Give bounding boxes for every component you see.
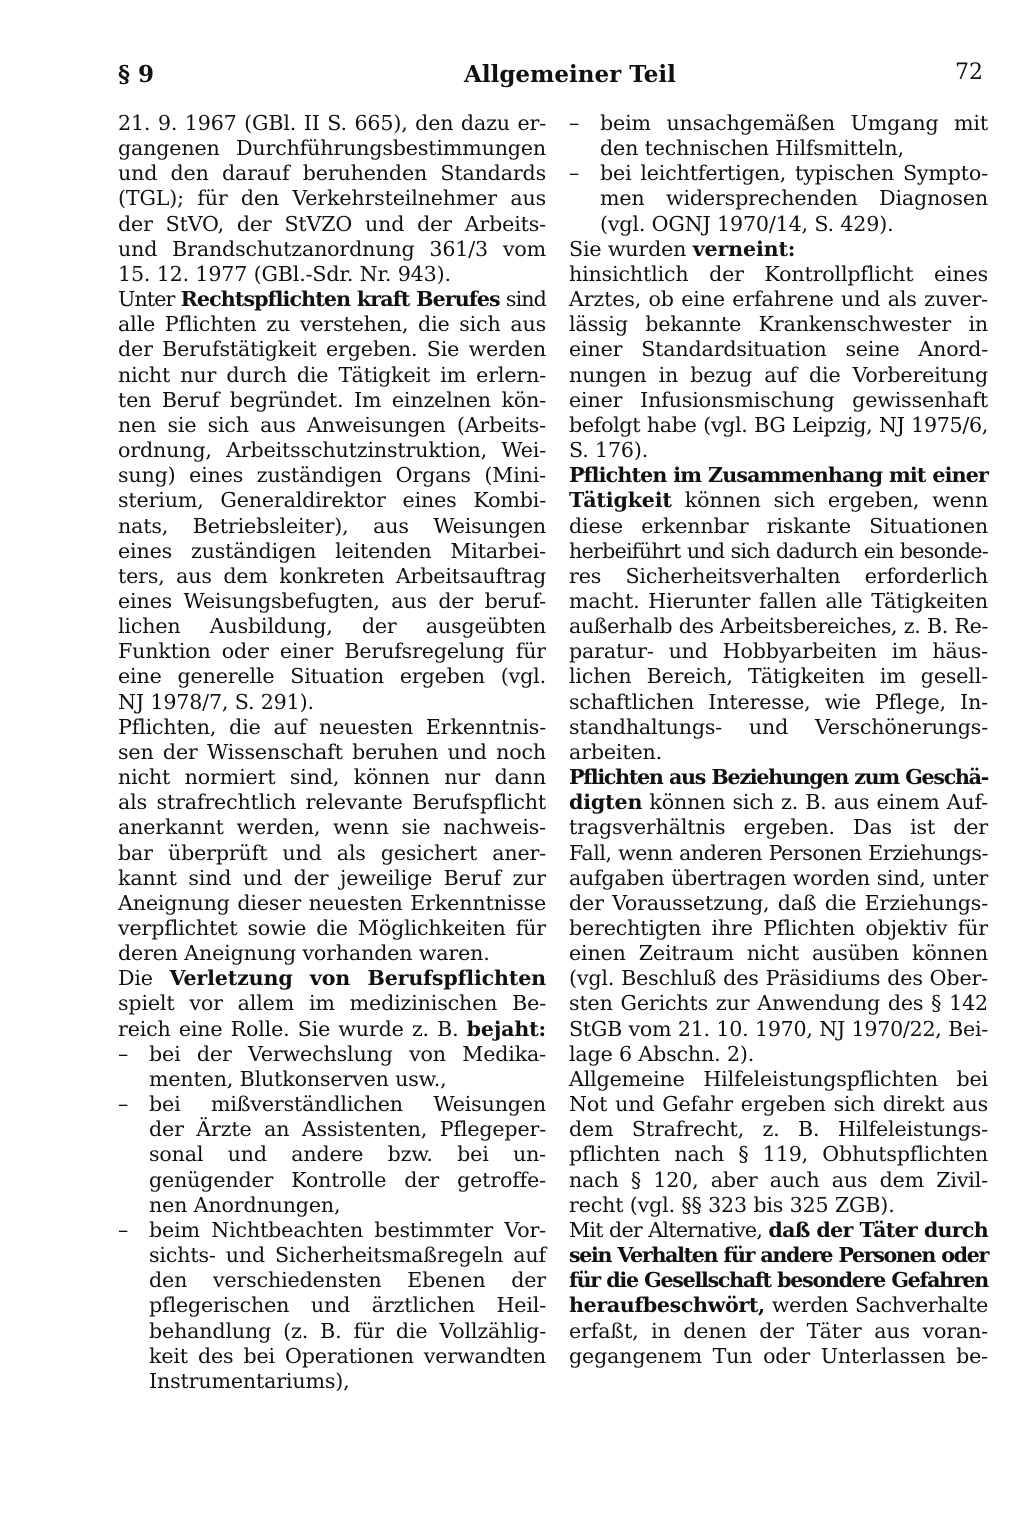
list-item [118, 1092, 546, 1218]
text-line: heraufbeschwört, werden Sachverhalte [569, 1293, 988, 1318]
paragraph-alternative [569, 1218, 988, 1369]
text-line: pflegerischen und ärztlichen Heil- [149, 1293, 546, 1318]
bold-term: Rechtspflichten kraft Berufes [180, 287, 500, 312]
text-line: Die Verletzung von Berufspflichten [118, 966, 546, 991]
paragraph-verneint [569, 237, 988, 463]
bold-term: verneint: [692, 236, 796, 261]
text-line: spielt vor allem im medizinischen Be- [118, 991, 546, 1016]
text-line: Funktion oder einer Berufsregelung für [118, 639, 546, 664]
paragraph-standards [118, 111, 546, 287]
text-line: behandlung (z. B. für die Vollzählig- [149, 1318, 546, 1343]
text-line: (vgl. OGNJ 1970/14, S. 429). [600, 211, 894, 236]
text-line: sen der Wissenschaft beruhen und noch [118, 739, 546, 764]
text-line: standhaltungs- und Verschönerungs- [569, 714, 988, 739]
text-line: arbeiten. [569, 739, 663, 764]
text-line: bei leichtfertigen, typischen Sympto- [600, 161, 988, 186]
text-line: sten Gerichts zur Anwendung des § 142 [569, 991, 988, 1016]
text-line: nach § 120, aber auch aus dem Zivil- [569, 1167, 988, 1192]
bold-term: sein Verhalten für andere Personen oder [569, 1243, 988, 1268]
dash-bullet: – [569, 161, 580, 186]
list-item [569, 111, 988, 161]
text-line: nats, Betriebsleiter), aus Weisungen [118, 513, 546, 538]
text-line: Allgemeine Hilfeleistungspflichten bei [569, 1066, 988, 1091]
text-line: NJ 1978/7, S. 291). [118, 689, 314, 714]
text-line: verpflichtet sowie die Möglichkeiten für [118, 916, 546, 940]
text-line: außerhalb des Arbeitsbereiches, z. B. Re- [569, 614, 988, 639]
text-line: einer Infusionsmischung gewissenhaft [569, 387, 988, 412]
text-line: lage 6 Abschn. 2). [569, 1041, 755, 1066]
page-number: 72 [955, 60, 983, 85]
text-line: nicht normiert sind, können nur dann [118, 765, 546, 790]
text-line: Tätigkeit können sich ergeben, wenn [569, 488, 988, 513]
text-line: der Ärzte an Assistenten, Pflegeper- [149, 1117, 546, 1142]
text-line: genügender Kontrolle der getroffe- [149, 1167, 546, 1192]
text-line: keit des bei Operationen verwandten [149, 1343, 546, 1368]
text-line: dem Strafrecht, z. B. Hilfeleistungs- [569, 1117, 988, 1142]
paragraph-hilfeleistung [569, 1067, 988, 1218]
text-line: den technischen Hilfsmitteln, [600, 136, 904, 161]
text-line: erfaßt, in denen der Täter aus voran- [569, 1318, 988, 1343]
text-line: sonal und andere bzw. bei un- [149, 1142, 546, 1167]
text-line: paratur- und Hobbyarbeiten im häus- [569, 639, 988, 664]
dash-bullet: – [118, 1041, 129, 1066]
text-line: alle Pflichten zu verstehen, die sich aus [118, 312, 546, 337]
text-line: S. 176). [569, 438, 649, 463]
dash-bullet: – [569, 111, 580, 135]
bold-term: Pflichten aus Beziehungen zum Geschä- [569, 765, 988, 790]
text-line: nicht nur durch die Tätigkeit im erlern- [118, 362, 546, 387]
text-line: Mit der Alternative, daß der Täter durch [569, 1217, 989, 1242]
text-line: befolgt habe (vgl. BG Leipzig, NJ 1975/6, [569, 412, 988, 437]
paragraph-berufspflichten [118, 287, 546, 715]
text-line: nen sie sich aus Anweisungen (Arbeits- [118, 412, 546, 437]
text-line: nen Anordnungen, [149, 1192, 341, 1217]
text-line: sterium, Generaldirektor eines Kombi- [118, 488, 546, 513]
text-line: hinsichtlich der Kontrollpflicht eines [569, 261, 988, 286]
bold-term: für die Gesellschaft besondere Gefahren [569, 1268, 988, 1293]
text-line: Arztes, ob eine erfahrene und als zuver- [569, 287, 988, 312]
text-line: StGB vom 21. 10. 1970, NJ 1970/22, Bei- [569, 1016, 988, 1041]
text-line: menten, Blutkonserven usw., [149, 1066, 447, 1091]
list-item [569, 161, 988, 236]
list-item [118, 1218, 546, 1394]
text-line: gangenen Durchführungsbestimmungen [118, 136, 546, 161]
paragraph-verletzung [118, 966, 546, 1041]
bold-term: Pflichten im Zusammenhang mit einer [569, 463, 988, 488]
text-line: und den darauf beruhenden Standards [118, 161, 546, 186]
dash-bullet: – [118, 1092, 129, 1117]
section-heading: § 9 [118, 61, 155, 88]
text-line: diese erkennbar riskante Situationen [569, 513, 988, 538]
text-line: ters, aus dem konkreten Arbeitsauftrag [118, 563, 546, 588]
text-line: einer Standardsituation seine Anord- [569, 337, 988, 362]
text-line: bei mißverständlichen Weisungen [149, 1092, 546, 1117]
text-line: anerkannt werden, wenn sie nachweis- [118, 815, 546, 840]
text-line: gegangenem Tun oder Unterlassen be- [569, 1343, 988, 1368]
text-line: der Voraussetzung, daß die Erziehungs- [569, 890, 988, 915]
text-line: der Berufstätigkeit ergeben. Sie werden [118, 337, 546, 362]
right-column [569, 111, 988, 1369]
text-line: bei der Verwechslung von Medika- [149, 1041, 546, 1066]
text-line: berechtigten ihre Pflichten objektiv für [569, 916, 988, 940]
text-line: beim unsachgemäßen Umgang mit [600, 111, 988, 135]
text-line: res Sicherheitsverhalten erforderlich [569, 563, 988, 588]
text-line: ordnung, Arbeitsschutzinstruktion, Wei- [118, 438, 546, 463]
text-line: sichts- und Sicherheitsmaßregeln auf [149, 1243, 546, 1268]
text-line: eine generelle Situation ergeben (vgl. [118, 664, 546, 689]
text-line: ten Beruf begründet. Im einzelnen kön- [118, 387, 546, 412]
text-line: den verschiedensten Ebenen der [149, 1268, 546, 1293]
text-line: und Brandschutzanordnung 361/3 vom [118, 236, 546, 261]
text-line: eines Weisungsbefugten, aus der beruf- [118, 588, 546, 613]
paragraph-geschaedigten [569, 765, 988, 1067]
text-line: beim Nichtbeachten bestimmter Vor- [149, 1217, 546, 1242]
text-line: kannt sind und der jeweilige Beruf zur [118, 865, 546, 890]
text-line: lässig bekannte Krankenschwester in [569, 312, 988, 337]
text-line: reich eine Rolle. Sie wurde z. B. bejaht: [118, 1016, 546, 1041]
text-line: Instrumentariums), [149, 1368, 350, 1393]
text-line: bar überprüft und als gesichert aner- [118, 840, 546, 865]
text-line: Sie wurden verneint: [569, 236, 796, 261]
text-line: Aneignung dieser neuesten Erkenntnisse [118, 890, 546, 915]
text-line: men widersprechenden Diagnosen [600, 186, 988, 211]
text-line: sung) eines zuständigen Organs (Mini- [118, 463, 546, 488]
dash-bullet: – [118, 1217, 129, 1242]
text-line: aufgaben übertragen worden sind, unter [569, 865, 988, 890]
text-line: pflichten nach § 119, Obhutspflichten [569, 1142, 988, 1167]
text-line: Pflichten, die auf neuesten Erkenntnis- [118, 714, 546, 739]
bold-term: daß der Täter durch [768, 1217, 989, 1242]
text-line: (TGL); für den Verkehrsteilnehmer aus [118, 186, 546, 211]
text-line: Unter Rechtspflichten kraft Berufes sind [118, 287, 546, 312]
text-line: digten können sich z. B. aus einem Auf- [569, 790, 988, 815]
left-column [118, 111, 546, 1394]
text-line: deren Aneignung vorhanden waren. [118, 941, 490, 966]
running-title: Allgemeiner Teil [464, 61, 676, 88]
text-line: Not und Gefahr ergeben sich direkt aus [569, 1092, 988, 1117]
bold-term: bejaht: [466, 1016, 546, 1041]
paragraph-erkenntnisse [118, 715, 546, 967]
bold-term: Verletzung von Berufspflichten [169, 966, 546, 991]
text-line: nungen in bezug auf die Vorbereitung [569, 362, 988, 387]
paragraph-taetigkeit [569, 463, 988, 765]
text-line: Fall, wenn anderen Personen Erziehungs- [569, 840, 988, 865]
text-line: tragsverhältnis ergeben. Das ist der [569, 815, 988, 840]
text-line: schaftlichen Interesse, wie Pflege, In- [569, 689, 988, 714]
text-line: einen Zeitraum nicht ausüben können [569, 941, 988, 966]
text-line: 15. 12. 1977 (GBl.-Sdr. Nr. 943). [118, 261, 451, 286]
list-item [118, 1042, 546, 1092]
text-line: macht. Hierunter fallen alle Tätigkeiten [569, 588, 988, 613]
text-line: lichen Ausbildung, der ausgeübten [118, 614, 546, 639]
text-line: (vgl. Beschluß des Präsidiums des Ober- [569, 966, 988, 991]
text-line: herbeiführt und sich dadurch ein besonde- [569, 538, 988, 563]
text-line: eines zuständigen leitenden Mitarbei- [118, 538, 546, 563]
text-line: lichen Bereich, Tätigkeiten im gesell- [569, 664, 988, 689]
text-line: der StVO, der StVZO und der Arbeits- [118, 211, 546, 236]
text-line: als strafrechtlich relevante Berufspflicht [118, 790, 546, 815]
text-line: 21. 9. 1967 (GBl. II S. 665), den dazu er- [118, 111, 546, 135]
text-line: recht (vgl. §§ 323 bis 325 ZGB). [569, 1192, 895, 1217]
